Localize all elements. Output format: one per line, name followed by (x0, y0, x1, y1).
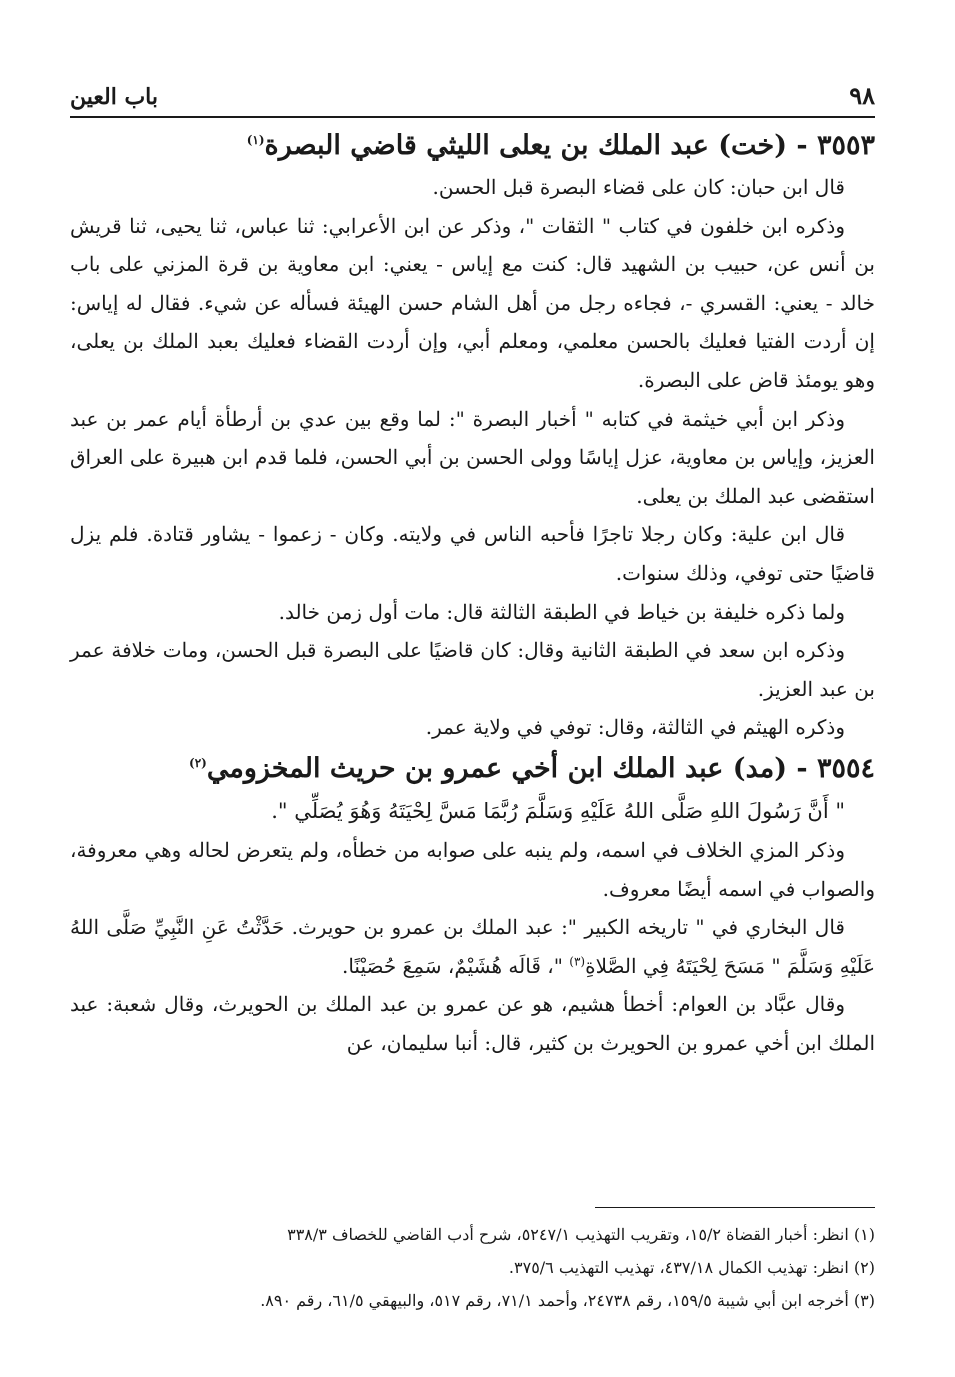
hadith-text: " أَنَّ رَسُولَ اللهِ صَلَّى اللهُ عَلَيْهِ وَسَلَّمَ رُبَّمَا مَسَّ لِحْيَتَهُ وَهُوَ يُصَلِّي ". (271, 798, 845, 823)
footnote-2: (٢) انظر: تهذيب الكمال ٤٣٧/١٨، تهذيب التهذيب ٣٧٥/٦. (508, 1258, 875, 1277)
book-page (70, 0, 875, 1377)
footnote-1: (١) انظر: أخبار القضاة ١٥/٢، وتقريب التهذيب ٥٢٤٧/١، شرح أدب القاضي للخصاف ٣٣٨/٣ (287, 1225, 875, 1244)
footnotes (70, 1218, 875, 1317)
entry-heading-3554: ٣٥٥٤ - (مد) عبد الملك ابن أخي عمرو بن حريث المخزومي$^{(٢)}$ (189, 752, 875, 784)
running-header (70, 70, 875, 118)
footnote-ref-3: (٣) (569, 954, 586, 969)
entry-heading-3553: ٣٥٥٣ - (خت) عبد الملك بن يعلى الليثي قاضي البصرة$^{(١)}$ (246, 130, 875, 161)
paragraph: قال ابن حبان: كان على قضاء البصرة قبل الحسن. (432, 175, 845, 199)
footnote-ref-1: (١) (246, 133, 265, 147)
footnote-3: (٣) أخرجه ابن أبي شيبة ١٥٩/٥، رقم ٢٤٧٣٨، وأحمد ٧١/١، رقم ٥١٧، والبيهقي ٦١/٥، رقم ٨٩٠. (260, 1291, 875, 1310)
paragraph: وذكر المزي الخلاف في اسمه، ولم ينبه على صوابه من خطأه، ولم يتعرض لحاله وهي معروفة، والصواب في اسمه أيضًا معروف. (70, 837, 875, 901)
paragraph: ولما ذكره خليفة بن خياط في الطبقة الثالثة قال: مات أول زمن خالد. (278, 599, 845, 624)
footnote-ref-2: (٢) (189, 755, 207, 770)
main-text (70, 124, 875, 1062)
paragraph: وذكر ابن أبي خيثمة في كتابه " أخبار البصرة ": لما وقع بين عدي بن أرطأة أيام عمر بن عبد العزيز، وإياس بن معاوية، عزل إياسًا وولى الحسن بن أبي الحسن، فلما قدم ابن هبيرة على العراق استقضى عبد الملك بن يعلى. (70, 406, 875, 508)
paragraph: قال البخاري في " تاريخه الكبير ": عبد الملك بن عمرو بن حويرث. حَدَّثْتُ عَنِ النَّبِيِّ صَلَّى اللهُ عَلَيْهِ وَسَلَّمَ " مَسَحَ لِحْيَتَهُ فِي الصَّلاةِ$^{(٣)}$ "، قَالَه هُشَيْمٌ، سَمِعَ حُصَيْنًا. (70, 915, 875, 978)
footnote-divider (595, 1207, 875, 1208)
chapter-title: باب العين (70, 84, 159, 110)
page-number: ٩٨ (849, 81, 875, 110)
paragraph: قال ابن علية: وكان رجلا تاجرًا فأحبه الناس في ولايته. وكان - زعموا - يشاور قتادة. فلم يزل قاضيًا حتى توفي، وذلك سنوات. (70, 522, 875, 585)
paragraph: وقال عبَّاد بن العوام: أخطأ هشيم، هو عن عمرو بن عبد الملك بن الحويرث، وقال شعبة: عبد الملك ابن أخي عمرو بن الحويرث بن كثير، قال: أنبا سليمان، عن (70, 992, 875, 1055)
paragraph: وذكره الهيثم في الثالثة، وقال: توفي في ولاية عمر. (425, 715, 845, 740)
paragraph: وذكره ابن سعد في الطبقة الثانية وقال: كان قاضيًا على البصرة قبل الحسن، ومات خلافة عمر بن عبد العزيز. (70, 638, 875, 701)
paragraph: وذكره ابن خلفون في كتاب " الثقات "، وذكر عن ابن الأعرابي: ثنا عباس، ثنا يحيى، ثنا قريش بن أنس عن، حبيب بن الشهيد قال: كنت مع إياس - يعني: ابن معاوية بن قرة المزني على باب خالد - يعني: القسري -، فجاءه رجل من أهل الشام حسن الهيئة فسأله عن شيء. فقال له إياس: إن أردت الفتيا فعليك بالحسن معلمي، ومعلم أبي، وإن أردت القضاء فعليك بعبد الملك بن يعلى، وهو يومئذ قاض على البصرة. (70, 213, 875, 392)
